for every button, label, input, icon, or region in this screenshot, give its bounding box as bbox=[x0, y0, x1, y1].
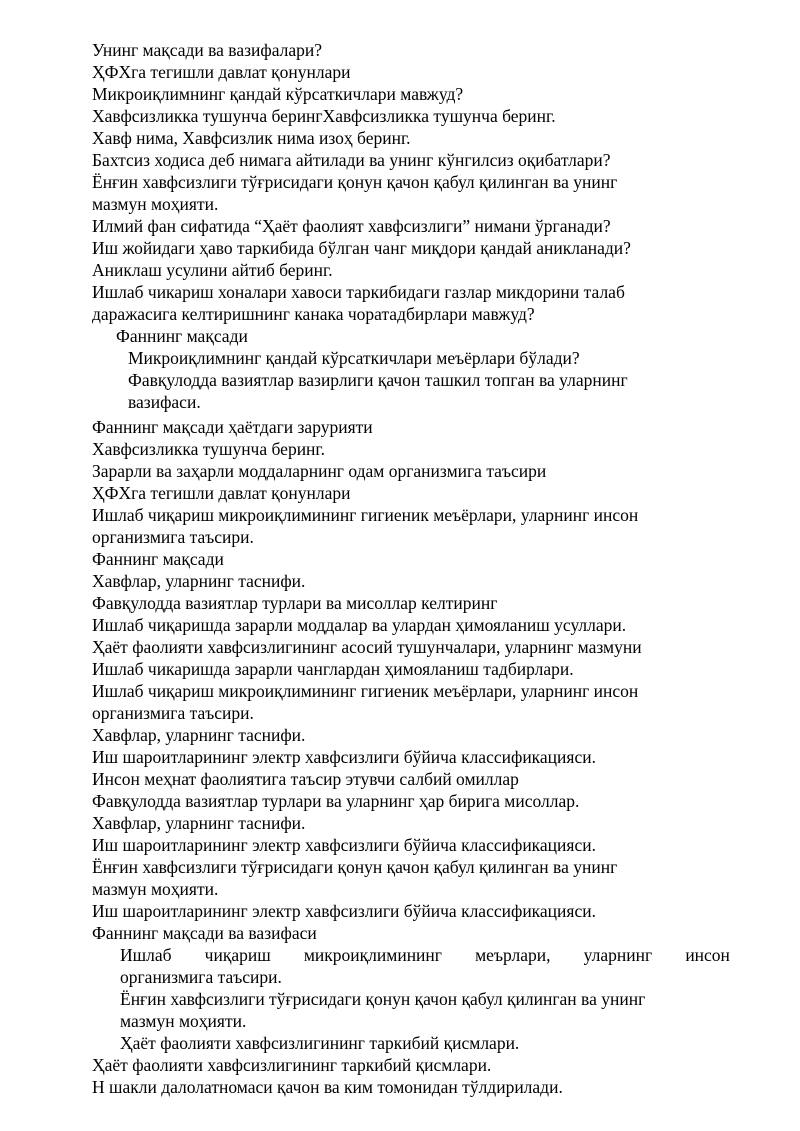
word: меърлари, bbox=[475, 945, 551, 965]
word: инсон bbox=[685, 945, 730, 965]
text-line: Ҳаёт фаолияти хавфсизлигининг асосий тушунчалари, уларнинг мазмуни bbox=[92, 637, 642, 657]
text-line: Микроиқлимнинг қандай кўрсаткичлари мавжуд? bbox=[92, 84, 464, 104]
text-line: Иш шароитларининг электр хавфсизлиги бўйича классификацияси. bbox=[92, 747, 596, 767]
text-line: Н шакли далолатномаси қачон ва ким томонидан тўлдирилади. bbox=[92, 1077, 563, 1097]
text-line: Бахтсиз ходиса деб нимага айтилади ва унинг кўнгилсиз оқибатлари? bbox=[92, 150, 611, 170]
text-line: Ишлаб чиқариш микроиқлимининг гигиеник меъёрлари, уларнинг инсон bbox=[92, 681, 639, 701]
text-line: Хавфлар, уларнинг таснифи. bbox=[92, 725, 306, 745]
word: чиқариш bbox=[204, 945, 271, 965]
section-heading: Фаннинг мақсади ва вазифаси bbox=[92, 923, 317, 943]
text-line: Ёнғин хавфсизлиги тўғрисидаги қонун қачон қабул қилинган ва унинг bbox=[120, 989, 646, 1009]
text-line: Иш жойидаги ҳаво таркибида бўлган чанг миқдори қандай аникланади? bbox=[92, 238, 631, 258]
text-line: Фавқулодда вазиятлар вазирлиги қачон ташкил топган ва уларнинг bbox=[128, 370, 628, 390]
text-line: ҲФХга тегишли давлат қонунлари bbox=[92, 62, 351, 82]
text-line: Ишлаб чиқариш микроиқлимининг гигиеник меъёрлари, уларнинг инсон bbox=[92, 505, 639, 525]
text-line: Унинг мақсади ва вазифалари? bbox=[92, 40, 323, 60]
text-line: мазмун моҳияти. bbox=[92, 879, 219, 899]
text-line: Илмий фан сифатида “Ҳаёт фаолият хавфсизлиги” нимани ўрганади? bbox=[92, 216, 611, 236]
word: Ишлаб bbox=[120, 945, 172, 965]
text-line: Фаннинг мақсади bbox=[92, 549, 224, 569]
text-line: Иш шароитларининг электр хавфсизлиги бўйича классификацияси. bbox=[92, 835, 596, 855]
text-line: Фаннинг мақсади ҳаётдаги зарурияти bbox=[92, 417, 373, 437]
text-line: Хавфсизликка тушунча берингХавфсизликка тушунча беринг. bbox=[92, 106, 556, 126]
section-heading: Фаннинг мақсади bbox=[116, 326, 248, 346]
text-line: организмига таъсири. bbox=[92, 703, 254, 723]
text-line: Зарарли ва заҳарли моддаларнинг одам организмига таъсири bbox=[92, 461, 547, 481]
text-line: Хавфсизликка тушунча беринг. bbox=[92, 439, 326, 459]
text-line: Ишлаб чикариш хоналари хавоси таркибидаги газлар микдорини талаб bbox=[92, 282, 625, 302]
text-line: Фавқулодда вазиятлар турлари ва мисоллар келтиринг bbox=[92, 593, 498, 613]
text-line: Фавқулодда вазиятлар турлари ва уларнинг ҳар бирига мисоллар. bbox=[92, 791, 580, 811]
text-line: Ёнғин хавфсизлиги тўғрисидаги қонун қачон қабул қилинган ва унинг bbox=[92, 857, 618, 877]
text-line: Иш шароитларининг электр хавфсизлиги бўйича классификацияси. bbox=[92, 901, 596, 921]
text-line: Ёнғин хавфсизлиги тўғрисидаги қонун қачон қабул қилинган ва унинг bbox=[92, 172, 618, 192]
text-line: Ҳаёт фаолияти хавфсизлигининг таркибий қисмлари. bbox=[120, 1033, 520, 1053]
text-line: организмига таъсири. bbox=[120, 967, 282, 987]
text-line: мазмун моҳияти. bbox=[120, 1011, 247, 1031]
text-line: Ишлаб чиқаришда зарарли моддалар ва улардан ҳимояланиш усуллари. bbox=[92, 615, 627, 635]
text-line: Инсон меҳнат фаолиятига таъсир этувчи салбий омиллар bbox=[92, 769, 519, 789]
text-line: Хавфлар, уларнинг таснифи. bbox=[92, 571, 306, 591]
text-line: организмига таъсири. bbox=[92, 527, 254, 547]
text-line: ҲФХга тегишли давлат қонунлари bbox=[92, 483, 351, 503]
text-line: Хавф нима, Хавфсизлик нима изоҳ беринг. bbox=[92, 128, 411, 148]
text-line: Ҳаёт фаолияти хавфсизлигининг таркибий қисмлари. bbox=[92, 1055, 492, 1075]
text-line: Микроиқлимнинг қандай кўрсаткичлари меъёрлари бўлади? bbox=[128, 348, 580, 368]
text-line: даражасига келтиришнинг канака чоратадбирлари мавжуд? bbox=[92, 304, 535, 324]
text-line: мазмун моҳияти. bbox=[92, 194, 219, 214]
text-line: вазифаси. bbox=[128, 392, 201, 412]
text-line: Ишлаб чикаришда зарарли чанглардан ҳимояланиш тадбирлари. bbox=[92, 659, 574, 679]
text-line: Аниклаш усулини айтиб беринг. bbox=[92, 260, 333, 280]
word: уларнинг bbox=[583, 945, 653, 965]
text-line: Хавфлар, уларнинг таснифи. bbox=[92, 813, 306, 833]
word: микроиқлимининг bbox=[303, 945, 442, 965]
justified-line bbox=[120, 944, 730, 966]
